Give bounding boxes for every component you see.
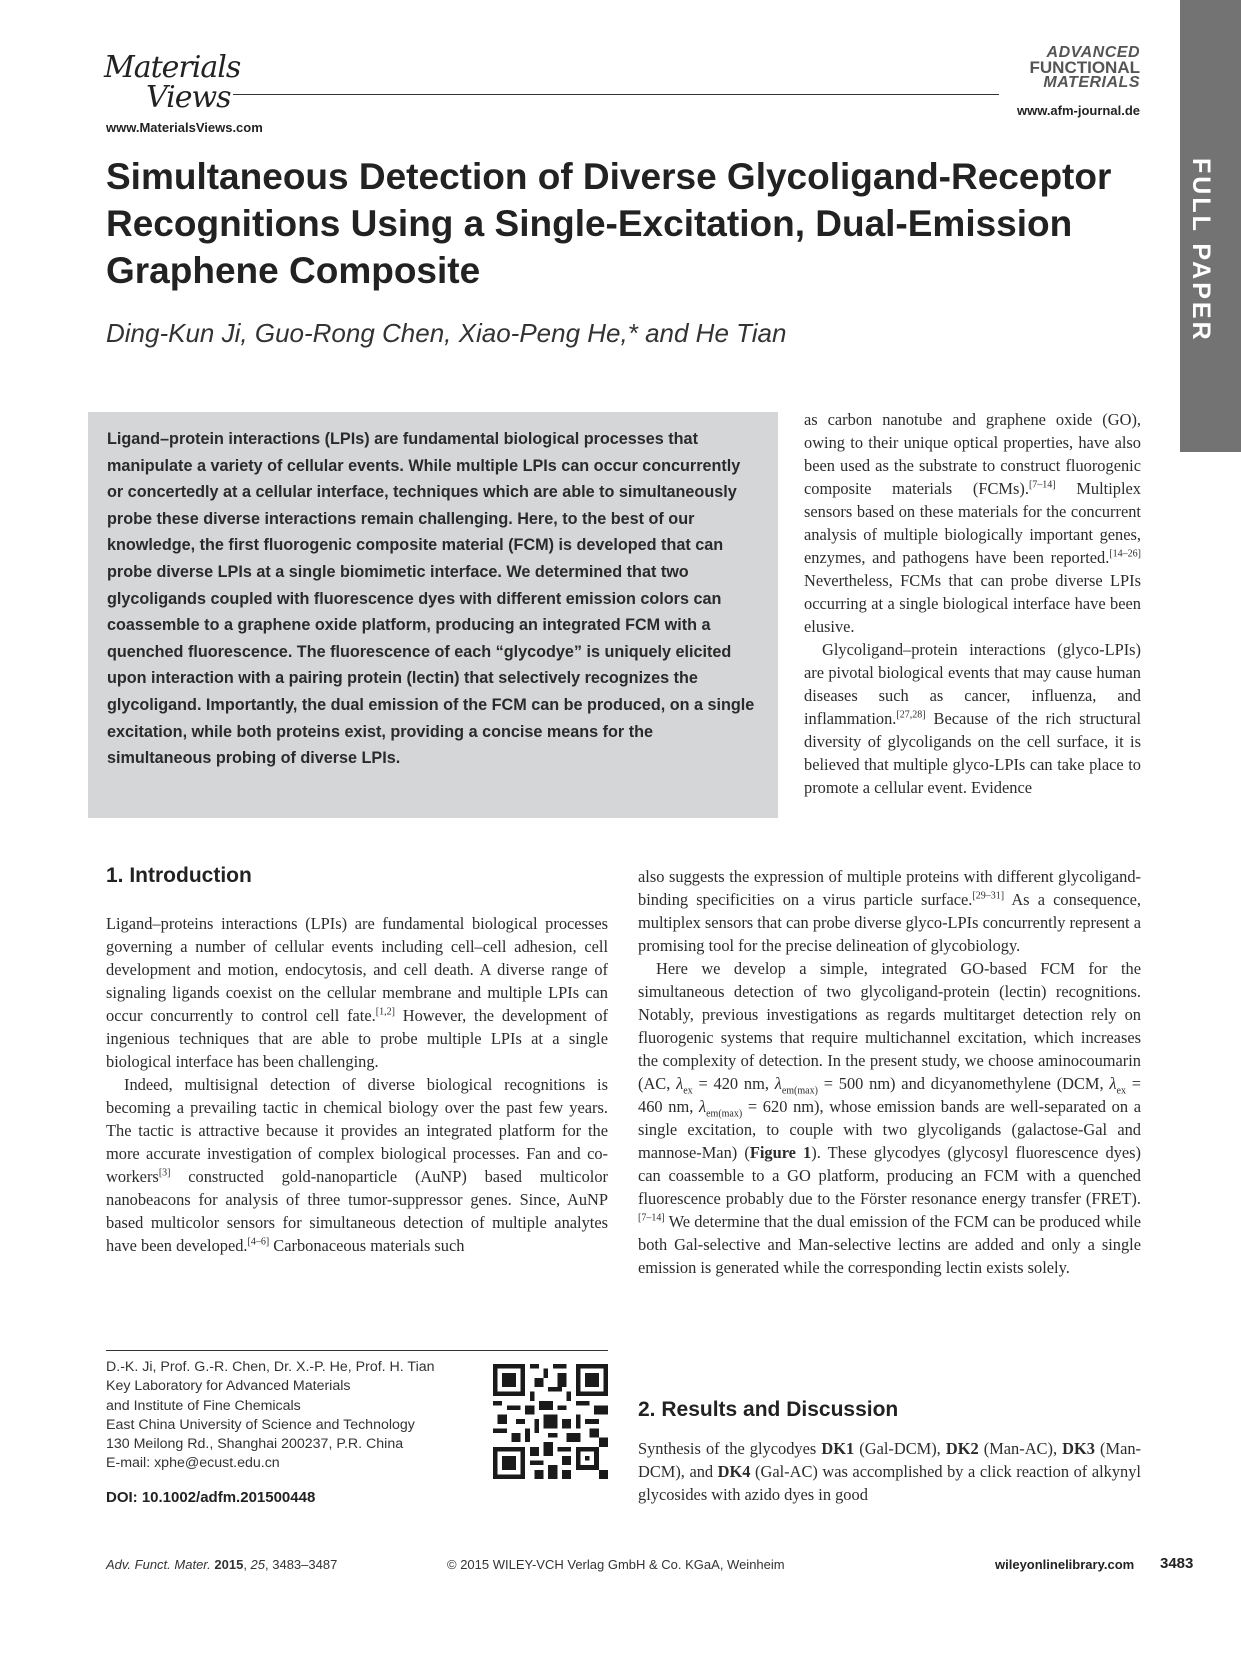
body-paragraph: Ligand–proteins interactions (LPIs) are fundamental biological processes governing a number of cellular events including cell–cell adhesion, cell development and motion, endocytosis, and cell death. A diverse range of signaling ligands coexist on the cellular membrane and multiple LPIs can occur concurrently to control cell fate.[1,2] However, the development of ingenious techniques that are able to probe multiple LPIs at a single biological interface has been challenging. — [106, 914, 608, 1071]
body-paragraph: as carbon nanotube and graphene oxide (GO), owing to their unique optical properties, have also been used as the substrate to construct fluorogenic composite materials (FCMs).[7–14] Multiplex sensors based on these materials for the concurrent analysis of multiple biologically important genes, enzymes, and pathogens have been reported.[14–26] Nevertheless, FCMs that can probe diverse LPIs occurring at a single biological interface have been elusive. — [804, 410, 1141, 636]
body-paragraph: Synthesis of the glycodyes DK1 (Gal-DCM), DK2 (Man-AC), DK3 (Man-DCM), and DK4 (Gal-AC) was accomplished by a click reaction of alkynyl glycosides with azido dyes in good — [638, 1439, 1141, 1504]
body-paragraph: Glycoligand–protein interactions (glyco-LPIs) are pivotal biological events that may cause human diseases such as cancer, influenza, and inflammation.[27,28] Because of the rich structural diversity of glycoligands on the cell surface, it is believed that multiple glyco-LPIs can take place to promote a cellular event. Evidence — [804, 640, 1141, 797]
citation[interactable]: [14–26] — [1109, 548, 1141, 560]
body-paragraph: also suggests the expression of multiple proteins with different glycoligand-binding specificities on a virus particle surface.[29–31] As a consequence, multiplex sensors that can probe diverse glyco-LPIs concurrently represent a promising tool for the precise delineation of glycobiology. — [638, 867, 1141, 955]
affiliation-line: Key Laboratory for Advanced Materials — [106, 1378, 351, 1395]
affiliation-rule — [106, 1350, 608, 1351]
materialsviews-url[interactable]: www.MaterialsViews.com — [106, 120, 263, 135]
figure-link[interactable]: Figure 1 — [749, 1143, 812, 1162]
citation[interactable]: [7–14] — [638, 1212, 665, 1224]
affiliation-line: and Institute of Fine Chemicals — [106, 1397, 301, 1414]
doi[interactable]: DOI: 10.1002/adfm.201500448 — [106, 1489, 316, 1506]
section-heading-results: 2. Results and Discussion — [638, 1398, 899, 1421]
citation[interactable]: [1,2] — [375, 1006, 395, 1018]
abstract-text: Ligand–protein interactions (LPIs) are fundamental biological processes that manipulate a variety of cellular events. While multiple LPIs can occur concurrently or concertedly at a cellular interface, techniques which are able to simultaneously probe these diverse interactions remain challenging. Here, to the best of our knowledge, the first fluorogenic composite material (FCM) is developed that can probe diverse LPIs at a single biomimetic interface. We determined that two glycoligands coupled with fluorescence dyes with different emission colors can coassemble to a graphene oxide platform, producing an integrated FCM with a quenched fluorescence. The fluorescence of each “glycodye” is uniquely elicited upon interaction with a pairing protein (lectin) that selectively recognizes the glycoligand. Importantly, the dual emission of the FCM can be produced, on a single excitation, while both proteins exist, providing a concise means for the simultaneous probing of diverse LPIs. — [107, 430, 755, 768]
page-number: 3483 — [1160, 1555, 1194, 1572]
article-title: Simultaneous Detection of Diverse Glycoligand-Receptor Recognitions Using a Single-Excitation, Dual-Emission Graphene Composite — [106, 156, 1112, 291]
citation[interactable]: [29–31] — [972, 890, 1005, 902]
citation[interactable]: [7–14] — [1028, 479, 1056, 491]
body-paragraph: Here we develop a simple, integrated GO-based FCM for the simultaneous detection of two glycoligand-protein (lectin) recognitions. Notably, previous investigations as regards multitarget detection rely on fluorogenic systems that require multichannel excitation, which increases the complexity of detection. In the present study, we choose aminocoumarin (AC, $\lambda_{ex} = 420$ nm, $\lambda_{em(max)} = 500$ nm) and dicyanomethylene (DCM, $\lambda_{ex} = 460$ nm, $\lambda_{em(max)} = 620$ nm), whose emission bands are well-separated on a single excitation, to couple with two glycoligands (galactose-Gal and mannose-Man) (Figure 1). These glycodyes (glycosyl fluorescence dyes) can coassemble to a GO platform, producing an FCM with a quenched fluorescence probably due to the Förster resonance energy transfer (FRET).[7–14] We determine that the dual emission of the FCM can be produced while both Gal-selective and Man-selective lectins are added and only a single emission is generated while the corresponding lectin exists solely. — [638, 959, 1142, 1277]
footer-citation: Adv. Funct. Mater. 2015, 25, 3483–3487 — [106, 1557, 338, 1572]
affiliation-block — [106, 1358, 466, 1474]
affiliation-email[interactable]: E-mail: xphe@ecust.edu.cn — [106, 1455, 280, 1472]
citation[interactable]: [27,28] — [896, 709, 926, 721]
qr-code-icon[interactable] — [493, 1364, 608, 1479]
section-heading-introduction: 1. Introduction — [106, 864, 252, 887]
results-text — [638, 1437, 1141, 1506]
journal-logo: ADVANCED FUNCTIONAL MATERIALS — [1029, 44, 1140, 91]
journal-url[interactable]: www.afm-journal.de — [1016, 103, 1140, 118]
body-paragraph: Indeed, multisignal detection of diverse biological recognitions is becoming a prevailing tactic in chemical biology over the past few years. The tactic is attractive because it provides an integrated platform for the more accurate investigation of complex biological processes. Fan and co-workers[3] constructed gold-nanoparticle (AuNP) based multicolor nanobeacons for analysis of three tumor-suppressor genes. Since, AuNP based multicolor sensors for simultaneous detection of multiple analytes have been developed.[4–6] Carbonaceous materials such — [106, 1075, 608, 1255]
citation[interactable]: [4–6] — [247, 1236, 270, 1248]
footer-copyright: © 2015 WILEY-VCH Verlag GmbH & Co. KGaA, Weinheim — [447, 1557, 785, 1572]
article-authors: Ding-Kun Ji, Guo-Rong Chen, Xiao-Peng He,* and He Tian — [106, 318, 787, 348]
right-column-top — [804, 408, 1141, 799]
citation[interactable]: [3] — [158, 1167, 171, 1179]
introduction-text — [106, 912, 608, 1257]
affiliation-authors: D.-K. Ji, Prof. G.-R. Chen, Dr. X.-P. He, Prof. H. Tian — [106, 1359, 435, 1375]
materialsviews-logo: Materials Views — [104, 50, 241, 115]
full-paper-tab: FULL PAPER — [1180, 0, 1241, 452]
right-column-continuation — [638, 865, 1141, 1279]
affiliation-line: East China University of Science and Technology — [106, 1416, 415, 1433]
affiliation-line: 130 Meilong Rd., Shanghai 200237, P.R. China — [106, 1436, 404, 1453]
footer-site-link[interactable]: wileyonlinelibrary.com — [995, 1557, 1135, 1572]
header-rule — [233, 94, 999, 95]
